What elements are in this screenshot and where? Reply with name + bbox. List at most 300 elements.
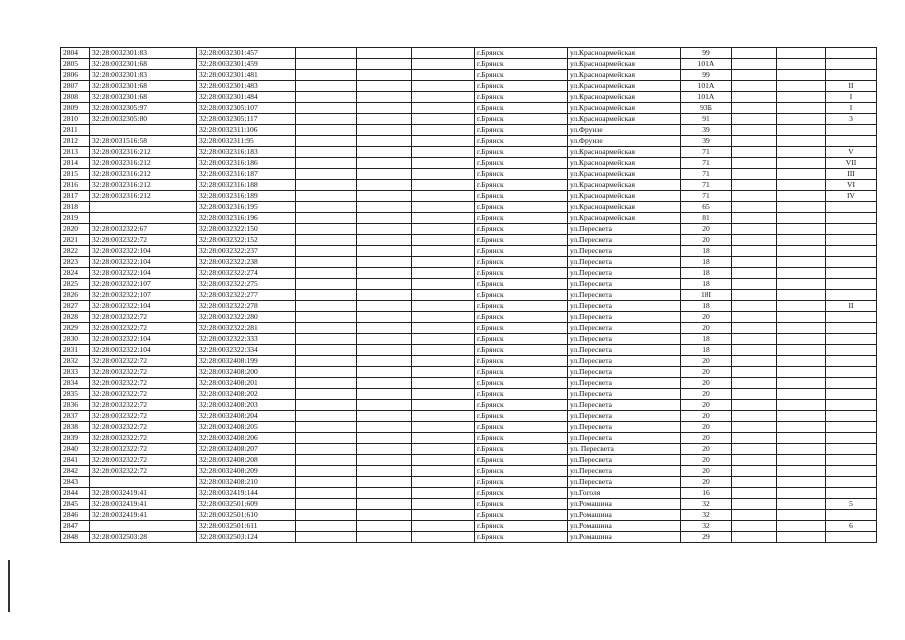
parcel-cadastral-number-cell: 32:28:0032301:68 [90, 81, 197, 92]
empty-cell [296, 279, 357, 290]
city-cell: г.Брянск [475, 422, 568, 433]
street-cell: ул.Пересвета [568, 257, 681, 268]
house-number-cell: 20 [681, 422, 732, 433]
empty-cell [732, 103, 777, 114]
city-cell: г.Брянск [475, 246, 568, 257]
building-part-cell [826, 202, 877, 213]
parcel-cadastral-number-cell: 32:28:0032322:72 [90, 455, 197, 466]
table-row [61, 136, 877, 147]
empty-cell [296, 444, 357, 455]
parcel-cadastral-number-cell: 32:28:0032322:67 [90, 224, 197, 235]
empty-cell [357, 400, 412, 411]
street-cell: ул.Красноармейская [568, 48, 681, 59]
city-cell: г.Брянск [475, 125, 568, 136]
empty-cell [296, 367, 357, 378]
property-register-table [60, 47, 877, 543]
row-number-cell: 2828 [61, 312, 90, 323]
empty-cell [296, 455, 357, 466]
building-cadastral-number-cell: 32:28:0032322:238 [197, 257, 296, 268]
empty-cell [357, 444, 412, 455]
empty-cell [357, 411, 412, 422]
house-number-cell: 20 [681, 235, 732, 246]
empty-cell [732, 356, 777, 367]
house-number-cell: 20 [681, 378, 732, 389]
empty-cell [732, 48, 777, 59]
street-cell: ул.Ромашина [568, 521, 681, 532]
empty-cell [732, 422, 777, 433]
building-part-cell [826, 532, 877, 543]
house-number-cell: 18 [681, 257, 732, 268]
empty-cell [357, 323, 412, 334]
empty-cell [412, 114, 475, 125]
parcel-cadastral-number-cell: 32:28:0032419:41 [90, 488, 197, 499]
empty-cell [296, 389, 357, 400]
empty-cell [357, 202, 412, 213]
empty-cell [777, 323, 826, 334]
empty-cell [357, 257, 412, 268]
empty-cell [777, 389, 826, 400]
row-number-cell: 2810 [61, 114, 90, 125]
empty-cell [296, 136, 357, 147]
building-cadastral-number-cell: 32:28:0032316:183 [197, 147, 296, 158]
empty-cell [777, 59, 826, 70]
empty-cell [357, 70, 412, 81]
parcel-cadastral-number-cell: 32:28:0032419:41 [90, 510, 197, 521]
parcel-cadastral-number-cell: 32:28:0032301:83 [90, 48, 197, 59]
building-part-cell [826, 477, 877, 488]
empty-cell [412, 411, 475, 422]
table-row [61, 488, 877, 499]
parcel-cadastral-number-cell: 32:28:0032322:72 [90, 312, 197, 323]
empty-cell [777, 48, 826, 59]
empty-cell [732, 312, 777, 323]
empty-cell [357, 312, 412, 323]
parcel-cadastral-number-cell [90, 202, 197, 213]
table-row [61, 422, 877, 433]
empty-cell [412, 323, 475, 334]
street-cell: ул.Пересвета [568, 301, 681, 312]
street-cell: ул.Красноармейская [568, 103, 681, 114]
city-cell: г.Брянск [475, 147, 568, 158]
street-cell: ул.Красноармейская [568, 92, 681, 103]
empty-cell [732, 455, 777, 466]
empty-cell [777, 521, 826, 532]
parcel-cadastral-number-cell: 32:28:0032322:104 [90, 246, 197, 257]
parcel-cadastral-number-cell: 32:28:0032322:72 [90, 367, 197, 378]
building-cadastral-number-cell: 32:28:0032316:187 [197, 169, 296, 180]
empty-cell [777, 433, 826, 444]
empty-cell [296, 290, 357, 301]
empty-cell [777, 70, 826, 81]
empty-cell [777, 510, 826, 521]
table-row [61, 323, 877, 334]
parcel-cadastral-number-cell: 32:28:0032301:83 [90, 70, 197, 81]
table-row [61, 444, 877, 455]
house-number-cell: 99 [681, 70, 732, 81]
table-row [61, 510, 877, 521]
city-cell: г.Брянск [475, 136, 568, 147]
row-number-cell: 2832 [61, 356, 90, 367]
street-cell: ул.Фрунзе [568, 136, 681, 147]
table-row [61, 411, 877, 422]
empty-cell [777, 499, 826, 510]
empty-cell [777, 92, 826, 103]
empty-cell [412, 136, 475, 147]
empty-cell [357, 125, 412, 136]
city-cell: г.Брянск [475, 235, 568, 246]
building-cadastral-number-cell: 32:28:0032301:483 [197, 81, 296, 92]
empty-cell [296, 246, 357, 257]
building-cadastral-number-cell: 32:28:0032408:200 [197, 367, 296, 378]
building-cadastral-number-cell: 32:28:0032408:206 [197, 433, 296, 444]
table-row [61, 499, 877, 510]
empty-cell [357, 356, 412, 367]
empty-cell [357, 279, 412, 290]
empty-cell [732, 510, 777, 521]
house-number-cell: 101А [681, 92, 732, 103]
empty-cell [296, 103, 357, 114]
city-cell: г.Брянск [475, 356, 568, 367]
empty-cell [412, 444, 475, 455]
empty-cell [732, 411, 777, 422]
table-row [61, 81, 877, 92]
table-row [61, 334, 877, 345]
empty-cell [296, 81, 357, 92]
building-part-cell [826, 378, 877, 389]
house-number-cell: 20 [681, 433, 732, 444]
empty-cell [412, 103, 475, 114]
row-number-cell: 2817 [61, 191, 90, 202]
building-part-cell: II [826, 301, 877, 312]
city-cell: г.Брянск [475, 532, 568, 543]
street-cell: ул.Красноармейская [568, 191, 681, 202]
city-cell: г.Брянск [475, 466, 568, 477]
street-cell: ул.Красноармейская [568, 59, 681, 70]
city-cell: г.Брянск [475, 59, 568, 70]
building-cadastral-number-cell: 32:28:0032503:124 [197, 532, 296, 543]
empty-cell [296, 169, 357, 180]
empty-cell [732, 367, 777, 378]
street-cell: ул.Фрунзе [568, 125, 681, 136]
house-number-cell: 32 [681, 499, 732, 510]
building-part-cell [826, 422, 877, 433]
empty-cell [777, 290, 826, 301]
row-number-cell: 2844 [61, 488, 90, 499]
empty-cell [412, 158, 475, 169]
document-sheet [60, 47, 857, 543]
street-cell: ул.Пересвета [568, 334, 681, 345]
building-part-cell: VI [826, 180, 877, 191]
empty-cell [296, 257, 357, 268]
street-cell: ул.Пересвета [568, 356, 681, 367]
building-part-cell [826, 444, 877, 455]
empty-cell [777, 125, 826, 136]
empty-cell [412, 389, 475, 400]
empty-cell [777, 180, 826, 191]
table-row [61, 202, 877, 213]
house-number-cell: 18 [681, 301, 732, 312]
parcel-cadastral-number-cell: 32:28:0032301:68 [90, 59, 197, 70]
empty-cell [412, 290, 475, 301]
empty-cell [732, 114, 777, 125]
empty-cell [777, 202, 826, 213]
house-number-cell: 16 [681, 488, 732, 499]
empty-cell [777, 312, 826, 323]
parcel-cadastral-number-cell: 32:28:0032322:72 [90, 411, 197, 422]
empty-cell [777, 532, 826, 543]
parcel-cadastral-number-cell: 32:28:0032322:72 [90, 433, 197, 444]
row-number-cell: 2823 [61, 257, 90, 268]
empty-cell [412, 433, 475, 444]
parcel-cadastral-number-cell: 32:28:0032316:212 [90, 158, 197, 169]
building-cadastral-number-cell: 32:28:0032408:209 [197, 466, 296, 477]
parcel-cadastral-number-cell: 32:28:0032322:104 [90, 268, 197, 279]
city-cell: г.Брянск [475, 488, 568, 499]
building-cadastral-number-cell: 32:28:0032408:208 [197, 455, 296, 466]
building-cadastral-number-cell: 32:28:0032408:201 [197, 378, 296, 389]
building-part-cell [826, 510, 877, 521]
building-cadastral-number-cell: 32:28:0032408:203 [197, 400, 296, 411]
street-cell: ул.Пересвета [568, 367, 681, 378]
empty-cell [732, 257, 777, 268]
empty-cell [412, 499, 475, 510]
parcel-cadastral-number-cell [90, 477, 197, 488]
house-number-cell: 20 [681, 224, 732, 235]
building-part-cell [826, 279, 877, 290]
building-cadastral-number-cell: 32:28:0032322:278 [197, 301, 296, 312]
row-number-cell: 2814 [61, 158, 90, 169]
empty-cell [296, 147, 357, 158]
row-number-cell: 2805 [61, 59, 90, 70]
empty-cell [296, 532, 357, 543]
empty-cell [732, 136, 777, 147]
house-number-cell: 93Б [681, 103, 732, 114]
house-number-cell: 39 [681, 125, 732, 136]
row-number-cell: 2809 [61, 103, 90, 114]
table-row [61, 213, 877, 224]
table-row [61, 114, 877, 125]
house-number-cell: 65 [681, 202, 732, 213]
table-row [61, 235, 877, 246]
parcel-cadastral-number-cell: 32:28:0032301:68 [90, 92, 197, 103]
street-cell: ул.Пересвета [568, 290, 681, 301]
city-cell: г.Брянск [475, 169, 568, 180]
empty-cell [777, 81, 826, 92]
building-part-cell [826, 70, 877, 81]
parcel-cadastral-number-cell: 32:28:0031516:58 [90, 136, 197, 147]
empty-cell [357, 499, 412, 510]
building-cadastral-number-cell: 32:28:0032408:199 [197, 356, 296, 367]
empty-cell [777, 356, 826, 367]
parcel-cadastral-number-cell: 32:28:0032322:72 [90, 444, 197, 455]
empty-cell [357, 59, 412, 70]
building-part-cell: III [826, 169, 877, 180]
house-number-cell: 20 [681, 389, 732, 400]
empty-cell [412, 213, 475, 224]
house-number-cell: 91 [681, 114, 732, 125]
table-row [61, 158, 877, 169]
building-part-cell [826, 224, 877, 235]
building-cadastral-number-cell: 32:28:0032316:188 [197, 180, 296, 191]
table-row [61, 301, 877, 312]
street-cell: ул.Пересвета [568, 246, 681, 257]
empty-cell [296, 312, 357, 323]
empty-cell [412, 70, 475, 81]
street-cell: ул.Красноармейская [568, 158, 681, 169]
street-cell: ул.Красноармейская [568, 70, 681, 81]
empty-cell [412, 510, 475, 521]
empty-cell [357, 532, 412, 543]
city-cell: г.Брянск [475, 433, 568, 444]
street-cell: ул.Пересвета [568, 411, 681, 422]
row-number-cell: 2807 [61, 81, 90, 92]
empty-cell [296, 202, 357, 213]
empty-cell [412, 301, 475, 312]
empty-cell [777, 213, 826, 224]
parcel-cadastral-number-cell [90, 125, 197, 136]
empty-cell [296, 268, 357, 279]
row-number-cell: 2840 [61, 444, 90, 455]
street-cell: ул.Ромашина [568, 510, 681, 521]
empty-cell [412, 312, 475, 323]
street-cell: ул.Пересвета [568, 455, 681, 466]
building-part-cell [826, 59, 877, 70]
table-row [61, 125, 877, 136]
empty-cell [732, 224, 777, 235]
empty-cell [357, 158, 412, 169]
table-row [61, 367, 877, 378]
empty-cell [777, 400, 826, 411]
row-number-cell: 2848 [61, 532, 90, 543]
building-part-cell: II [826, 81, 877, 92]
building-cadastral-number-cell: 32:28:0032305:117 [197, 114, 296, 125]
parcel-cadastral-number-cell: 32:28:0032316:212 [90, 169, 197, 180]
building-cadastral-number-cell: 32:28:0032322:275 [197, 279, 296, 290]
house-number-cell: 20 [681, 466, 732, 477]
building-cadastral-number-cell: 32:28:0032322:237 [197, 246, 296, 257]
house-number-cell: 99 [681, 48, 732, 59]
empty-cell [732, 488, 777, 499]
empty-cell [296, 433, 357, 444]
street-cell: ул.Красноармейская [568, 213, 681, 224]
building-cadastral-number-cell: 32:28:0032322:274 [197, 268, 296, 279]
table-row [61, 279, 877, 290]
building-part-cell [826, 389, 877, 400]
row-number-cell: 2843 [61, 477, 90, 488]
empty-cell [412, 477, 475, 488]
house-number-cell: 20 [681, 444, 732, 455]
house-number-cell: 18 [681, 246, 732, 257]
building-part-cell [826, 312, 877, 323]
house-number-cell: 20 [681, 477, 732, 488]
building-cadastral-number-cell: 32:28:0032322:334 [197, 345, 296, 356]
empty-cell [412, 48, 475, 59]
table-row [61, 224, 877, 235]
building-cadastral-number-cell: 32:28:0032408:205 [197, 422, 296, 433]
empty-cell [412, 147, 475, 158]
street-cell: ул.Красноармейская [568, 114, 681, 125]
row-number-cell: 2825 [61, 279, 90, 290]
empty-cell [296, 488, 357, 499]
building-part-cell [826, 400, 877, 411]
building-part-cell [826, 257, 877, 268]
street-cell: ул.Пересвета [568, 235, 681, 246]
empty-cell [357, 389, 412, 400]
empty-cell [357, 290, 412, 301]
city-cell: г.Брянск [475, 334, 568, 345]
building-part-cell: 6 [826, 521, 877, 532]
parcel-cadastral-number-cell [90, 213, 197, 224]
empty-cell [296, 411, 357, 422]
street-cell: ул.Пересвета [568, 312, 681, 323]
street-cell: ул.Пересвета [568, 422, 681, 433]
table-row [61, 477, 877, 488]
empty-cell [357, 224, 412, 235]
empty-cell [732, 378, 777, 389]
row-number-cell: 2808 [61, 92, 90, 103]
building-part-cell [826, 345, 877, 356]
building-part-cell [826, 488, 877, 499]
empty-cell [296, 466, 357, 477]
city-cell: г.Брянск [475, 191, 568, 202]
city-cell: г.Брянск [475, 70, 568, 81]
empty-cell [777, 147, 826, 158]
table-row [61, 147, 877, 158]
empty-cell [357, 455, 412, 466]
row-number-cell: 2837 [61, 411, 90, 422]
table-row [61, 257, 877, 268]
empty-cell [296, 499, 357, 510]
empty-cell [357, 92, 412, 103]
street-cell: ул.Пересвета [568, 400, 681, 411]
empty-cell [777, 158, 826, 169]
house-number-cell: 18 [681, 334, 732, 345]
street-cell: ул.Пересвета [568, 389, 681, 400]
building-cadastral-number-cell: 32:28:0032419:144 [197, 488, 296, 499]
empty-cell [777, 444, 826, 455]
empty-cell [357, 488, 412, 499]
building-cadastral-number-cell: 32:28:0032316:196 [197, 213, 296, 224]
empty-cell [732, 499, 777, 510]
house-number-cell: 20 [681, 455, 732, 466]
row-number-cell: 2830 [61, 334, 90, 345]
empty-cell [296, 521, 357, 532]
table-row [61, 191, 877, 202]
empty-cell [732, 290, 777, 301]
empty-cell [412, 334, 475, 345]
building-part-cell [826, 356, 877, 367]
city-cell: г.Брянск [475, 455, 568, 466]
building-cadastral-number-cell: 32:28:0032316:189 [197, 191, 296, 202]
empty-cell [412, 246, 475, 257]
house-number-cell: 101А [681, 81, 732, 92]
building-part-cell [826, 213, 877, 224]
table-body [61, 48, 877, 543]
table-row [61, 433, 877, 444]
table-row [61, 521, 877, 532]
parcel-cadastral-number-cell: 32:28:0032316:212 [90, 191, 197, 202]
empty-cell [296, 301, 357, 312]
empty-cell [296, 323, 357, 334]
empty-cell [296, 59, 357, 70]
empty-cell [732, 444, 777, 455]
empty-cell [777, 411, 826, 422]
table-row [61, 180, 877, 191]
empty-cell [777, 367, 826, 378]
building-cadastral-number-cell: 32:28:0032322:152 [197, 235, 296, 246]
empty-cell [777, 488, 826, 499]
parcel-cadastral-number-cell: 32:28:0032322:104 [90, 301, 197, 312]
